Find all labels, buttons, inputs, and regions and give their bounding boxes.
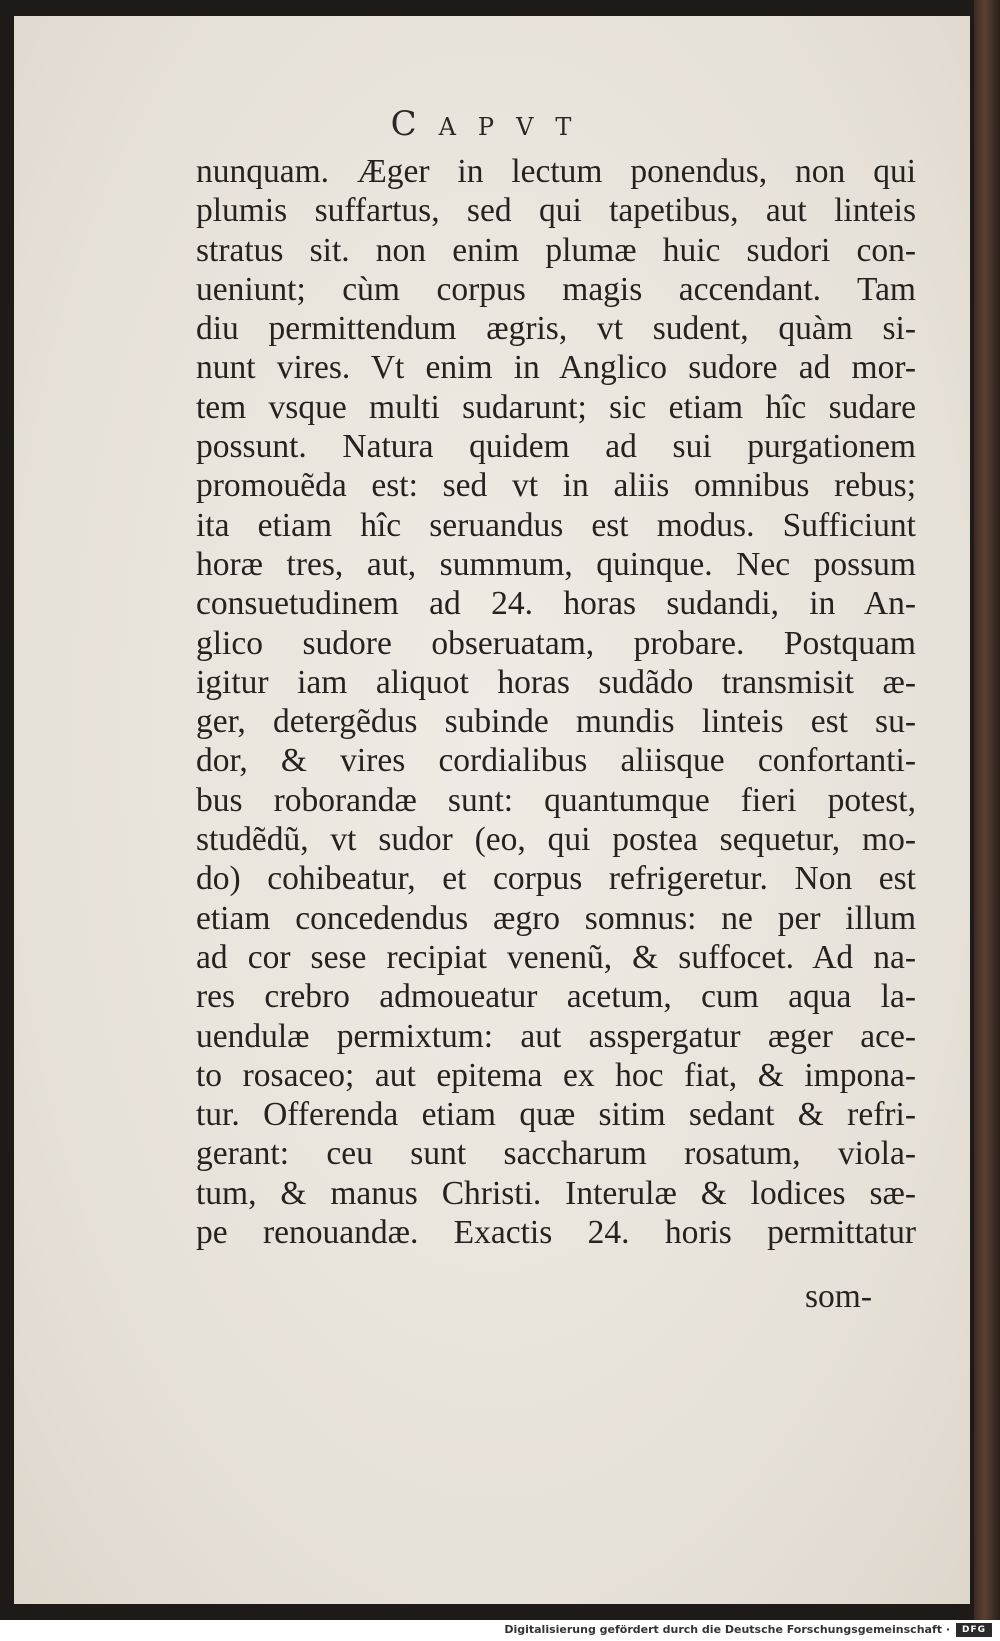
text-line: do) cohibeatur, et corpus refrigeretur. Non est: [196, 860, 916, 898]
text-line: dor, & vires cordialibus aliisque confortanti-: [196, 742, 916, 780]
book-edge: [974, 0, 1000, 1620]
catchword: som-: [805, 1278, 872, 1315]
text-line: plumis suffartus, sed qui tapetibus, aut linteis: [196, 192, 916, 230]
text-line: uendulæ permixtum: aut asspergatur æger ace-: [196, 1017, 916, 1055]
funding-credit: Digitalisierung gefördert durch die Deutsche Forschungsgemeinschaft ·: [504, 1623, 950, 1636]
text-line: igitur iam aliquot horas sudãdo transmisit æ-: [196, 663, 916, 701]
body-text: [196, 152, 916, 1252]
footer-bar: [0, 1620, 1000, 1641]
text-line: tum, & manus Christi. Interulæ & lodices sæ-: [196, 1174, 916, 1212]
running-head: Capvt: [390, 104, 594, 144]
text-line: promouẽda est: sed vt in aliis omnibus rebus;: [196, 467, 916, 505]
text-line: etiam concedendus ægro somnus: ne per illum: [196, 899, 916, 937]
text-line: diu permittendum ægris, vt sudent, quàm si-: [196, 310, 916, 348]
text-line: consuetudinem ad 24. horas sudandi, in An-: [196, 585, 916, 623]
text-line: studẽdũ, vt sudor (eo, qui postea sequetur, mo-: [196, 821, 916, 859]
text-line: nunquam. Æger in lectum ponendus, non qui: [196, 153, 916, 190]
text-line: tur. Offerenda etiam quæ sitim sedant & refri-: [196, 1096, 916, 1134]
text-line: nunt vires. Vt enim in Anglico sudore ad mor-: [196, 349, 916, 387]
text-line: to rosaceo; aut epitema ex hoc fiat, & impona-: [196, 1056, 916, 1094]
text-line: ger, detergẽdus subinde mundis linteis est su-: [196, 703, 916, 741]
text-line: possunt. Natura quidem ad sui purgationem: [196, 428, 916, 466]
dfg-logo-icon: DFG: [956, 1623, 992, 1637]
text-line: stratus sit. non enim plumæ huic sudori con-: [196, 231, 916, 269]
text-line: ueniunt; cùm corpus magis accendant. Tam: [196, 270, 916, 308]
text-line: horæ tres, aut, summum, quinque. Nec possum: [196, 545, 916, 583]
text-line: res crebro admoueatur acetum, cum aqua la-: [196, 978, 916, 1016]
text-line: glico sudore obseruatam, probare. Postquam: [196, 624, 916, 662]
text-line: bus roborandæ sunt: quantumque fieri potest,: [196, 781, 916, 819]
text-line: ad cor sese recipiat venenũ, & suffocet. Ad na-: [196, 938, 916, 976]
text-line: pe renouandæ. Exactis 24. horis permittatur: [196, 1214, 916, 1252]
text-line: gerant: ceu sunt saccharum rosatum, viola-: [196, 1135, 916, 1173]
text-line: ita etiam hîc seruandus est modus. Sufficiunt: [196, 506, 916, 544]
book-page: [14, 16, 970, 1604]
text-line: tem vsque multi sudarunt; sic etiam hîc sudare: [196, 388, 916, 426]
